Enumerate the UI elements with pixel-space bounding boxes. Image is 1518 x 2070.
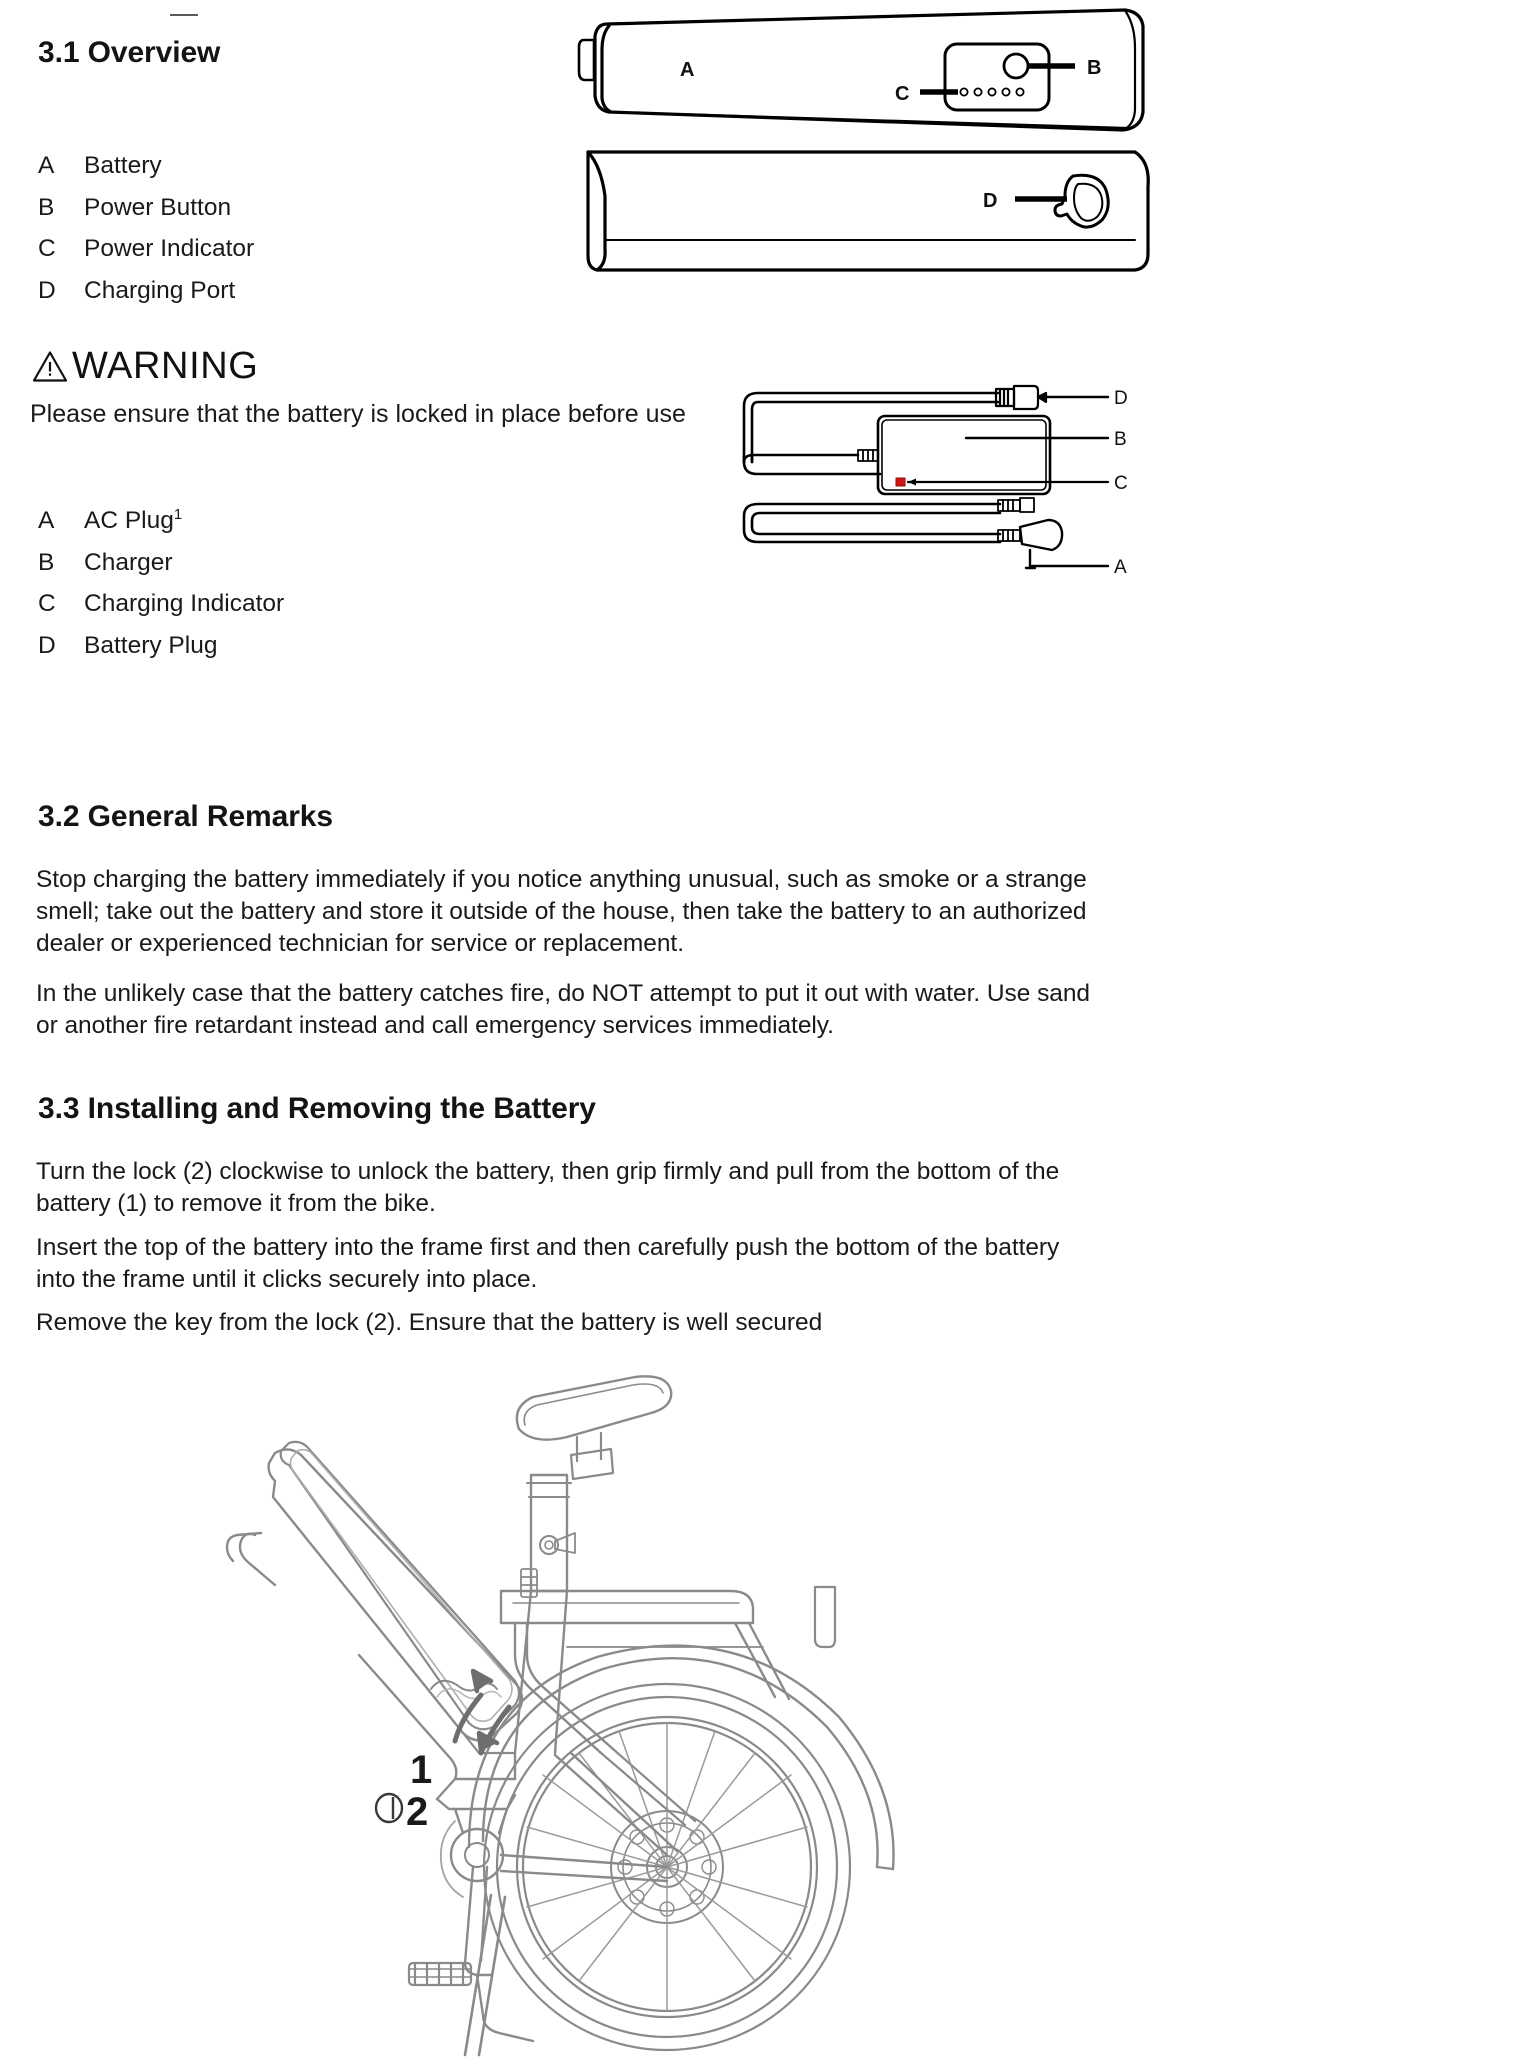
callout-2: 2	[406, 1790, 429, 1834]
legend-key: A	[38, 507, 55, 534]
legend-label: Battery	[84, 152, 162, 179]
power-indicator-leds	[960, 88, 1023, 95]
legend-label: Charger	[84, 548, 173, 576]
list-item	[38, 277, 254, 319]
legend-key: B	[38, 193, 55, 221]
charger-legend-list	[38, 507, 284, 673]
paragraph: Remove the key from the lock (2). Ensure that the battery is well secured	[36, 1309, 823, 1336]
lock-icon	[376, 1794, 402, 1822]
list-item	[38, 152, 254, 194]
callout-c: C	[895, 83, 910, 105]
list-item	[38, 632, 284, 674]
crop-mark	[170, 14, 198, 16]
callout-d: D	[983, 190, 998, 212]
battery-legend-list	[38, 152, 254, 318]
legend-key: A	[38, 152, 55, 179]
list-item	[38, 194, 254, 236]
callout-b: B	[1087, 57, 1102, 79]
legend-key: B	[38, 548, 55, 576]
bike-battery-removal-diagram	[215, 1355, 915, 2070]
list-item	[38, 235, 254, 277]
list-item	[38, 507, 284, 549]
charger-diagram	[730, 370, 1150, 595]
callout-a: A	[680, 59, 695, 81]
removal-arrow-icon	[455, 1671, 509, 1753]
callout-c: C	[1114, 473, 1128, 494]
paragraph: In the unlikely case that the battery catches fire, do NOT attempt to put it out with water. Use sand or another fire retardant instead and call emergency services immediately.	[36, 980, 1090, 1039]
section-3-1-heading: 3.1 Overview	[38, 36, 221, 69]
legend-label: Charging Indicator	[84, 590, 285, 617]
legend-key: D	[38, 631, 56, 659]
callout-b: B	[1114, 429, 1127, 450]
paragraph: Insert the top of the battery into the frame first and then carefully push the bottom of the battery into the frame until it clicks securely into place.	[36, 1234, 1060, 1293]
legend-label: Power Indicator	[84, 235, 255, 262]
section-3-2-heading: 3.2 General Remarks	[38, 800, 333, 833]
paragraph: Stop charging the battery immediately if you notice anything unusual, such as smoke or a strange smell; take out the battery and store it outside of the house, then take the battery to an authorized dealer or experienced technician for service or replacement.	[36, 866, 1087, 957]
callout-d: D	[1114, 388, 1128, 409]
legend-label: Charging Port	[84, 276, 236, 304]
legend-key: C	[38, 590, 56, 617]
section-3-3-heading: 3.3 Installing and Removing the Battery	[38, 1092, 596, 1125]
legend-label: Power Button	[84, 193, 232, 221]
footnote-marker: 1	[173, 505, 183, 523]
list-item	[38, 590, 284, 632]
warning-triangle-icon	[32, 350, 68, 383]
paragraph: Turn the lock (2) clockwise to unlock the battery, then grip firmly and pull from the bottom of the battery (1) to remove it from the bike.	[36, 1158, 1060, 1217]
callout-a: A	[1114, 557, 1127, 578]
warning-title: WARNING	[72, 345, 259, 387]
battery-diagram	[575, 0, 1155, 295]
callout-1: 1	[410, 1748, 433, 1792]
power-button-icon	[1004, 54, 1028, 78]
legend-label: AC Plug$^1$	[84, 505, 183, 534]
legend-label: Battery Plug	[84, 631, 218, 659]
warning-heading	[32, 345, 258, 388]
list-item	[38, 549, 284, 591]
legend-key: C	[38, 235, 56, 262]
charging-indicator-led	[896, 478, 905, 486]
warning-text: Please ensure that the battery is locked in place before use	[30, 400, 686, 428]
legend-key: D	[38, 276, 56, 304]
